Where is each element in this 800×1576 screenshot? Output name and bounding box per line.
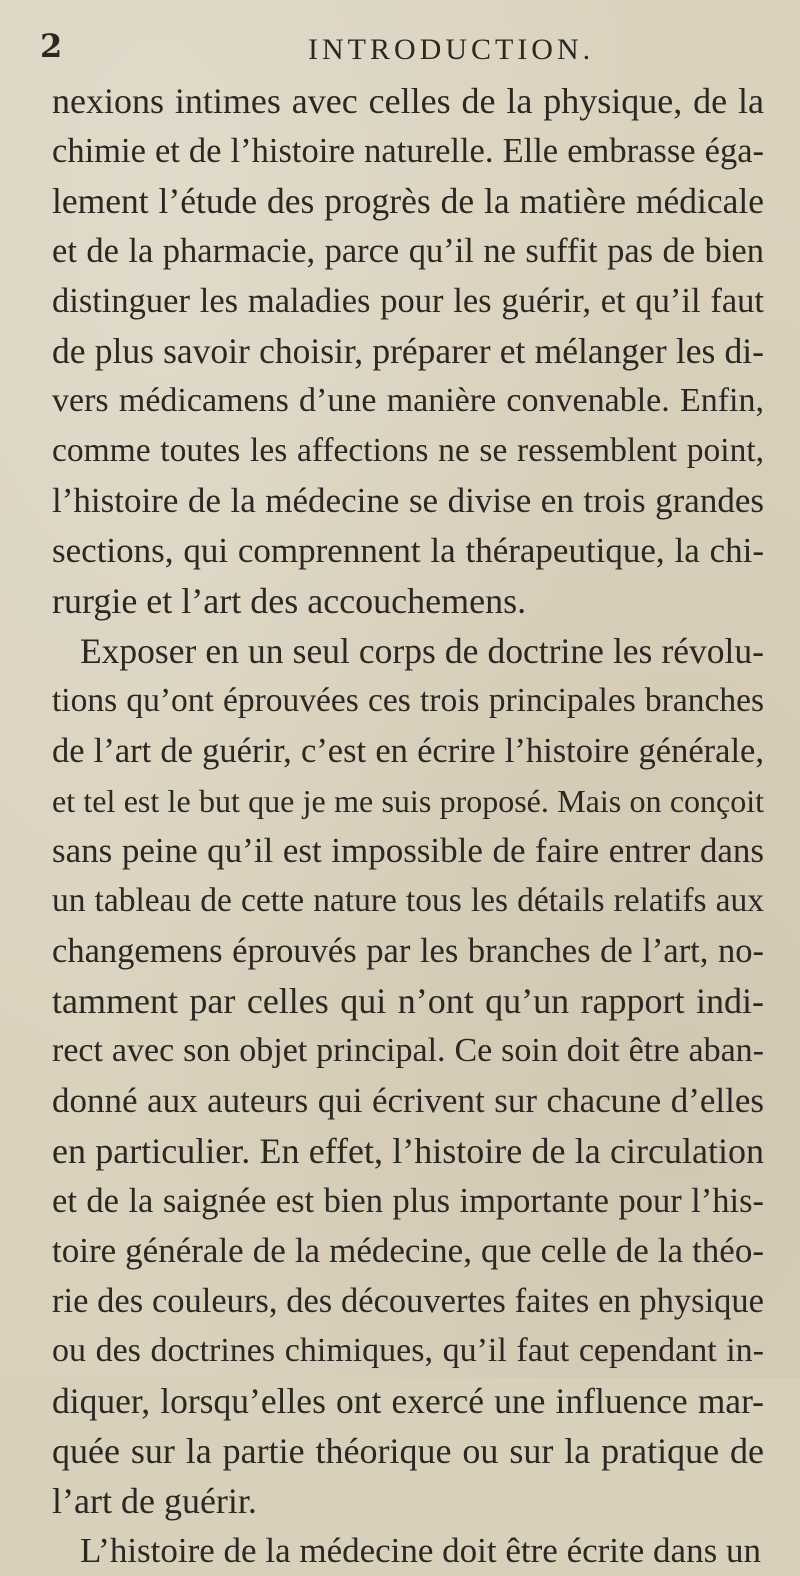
text-line: changemens éprouvés par les branches de l’art, no- [52,932,764,970]
page-number: 2 [40,27,63,65]
body-text [52,76,764,1576]
text-line: ou des doctrines chimiques, qu’il faut cependant in- [52,1332,764,1369]
text-line: tamment par celles qui n’ont qu’un rapport indi- [52,981,764,1021]
text-line: rie des couleurs, des découvertes faites en physique [52,1282,764,1320]
text-line: diquer, lorsqu’elles ont exercé une influence mar- [52,1381,764,1421]
running-head-title: INTRODUCTION. [308,33,595,66]
text-line: rurgie et l’art des accouchemens. [52,581,527,621]
text-line: l’art de guérir. [52,1481,257,1521]
text-line: et tel est le but que je me suis proposé. Mais on conçoit [52,783,764,819]
text-line: de l’art de guérir, c’est en écrire l’histoire générale, [52,732,764,770]
text-line: comme toutes les affections ne se ressemblent point, [52,432,764,469]
text-line: Exposer en un seul corps de doctrine les révolu- [80,631,764,671]
text-line: un tableau de cette nature tous les détails relatifs aux [52,882,764,919]
text-line: quée sur la partie théorique ou sur la pratique de [52,1431,764,1471]
text-line: rect avec son objet principal. Ce soin doit être aban- [52,1032,764,1069]
text-line: sans peine qu’il est impossible de faire entrer dans [52,831,764,870]
text-line: donné aux auteurs qui écrivent sur chacune d’elles [52,1081,764,1120]
text-line: de plus savoir choisir, préparer et mélanger les di- [52,331,764,371]
text-line: nexions intimes avec celles de la physique, de la [52,81,764,121]
text-line: toire générale de la médecine, que celle de la théo- [52,1231,764,1270]
text-line: en particulier. En effet, l’histoire de la circulation [52,1131,764,1171]
text-line: et de la pharmacie, parce qu’il ne suffit pas de bien [52,232,764,270]
running-head [0,20,800,66]
text-line: tions qu’ont éprouvées ces trois principales branches [52,682,764,719]
text-line: chimie et de l’histoire naturelle. Elle embrasse éga- [52,132,764,170]
text-line: et de la saignée est bien plus importante pour l’his- [52,1182,764,1220]
text-line: l’histoire de la médecine se divise en trois grandes [52,481,764,520]
text-line: distinguer les maladies pour les guérir, et qu’il faut [52,282,764,320]
text-line: lement l’étude des progrès de la matière médicale [52,181,764,221]
text-line: vers médicamens d’une manière convenable. Enfin, [52,382,764,419]
text-line: L’histoire de la médecine doit être écrite dans un [80,1531,761,1570]
text-line: sections, qui comprennent la thérapeutique, la chi- [52,531,764,570]
